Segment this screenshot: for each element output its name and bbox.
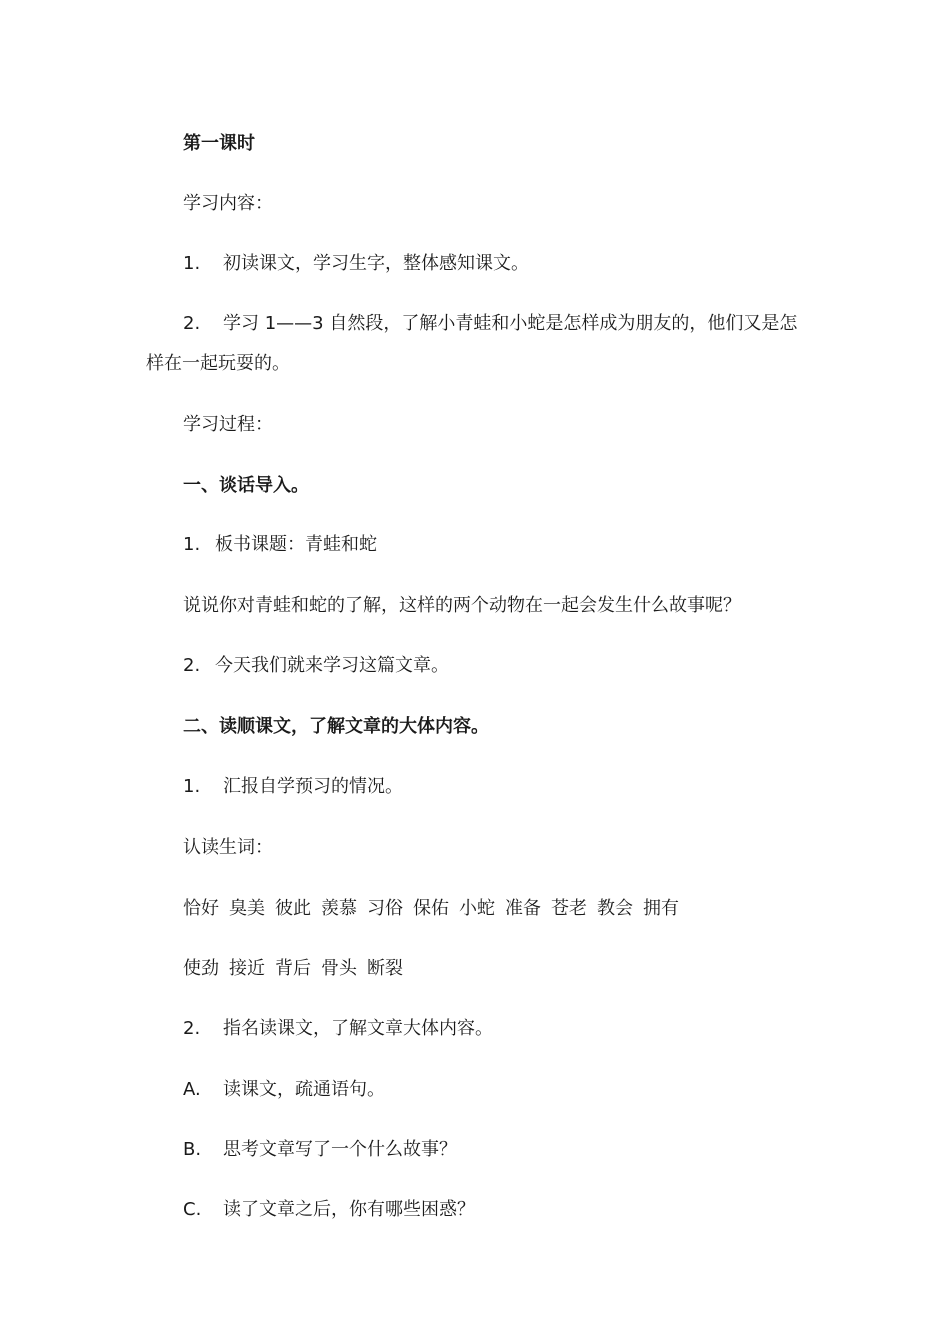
content-heading: 学习内容： xyxy=(183,193,273,214)
vocab-word: 教会 xyxy=(597,898,633,919)
vocab-word: 准备 xyxy=(505,898,541,919)
sub-item-a xyxy=(183,1078,385,1102)
lesson-title: 第一课时 xyxy=(183,133,255,154)
list-label: B. xyxy=(183,1139,202,1160)
section-1-question: 说说你对青蛙和蛇的了解，这样的两个动物在一起会发生什么故事呢？ xyxy=(183,595,741,616)
list-number: 2. xyxy=(183,655,201,676)
vocab-word: 羡慕 xyxy=(321,898,357,919)
list-text: 学习 1——3 自然段，了解小青蛙和小蛇是怎样成为朋友的，他们又是怎样在一起玩耍的。 xyxy=(146,313,798,374)
sub-item-b xyxy=(183,1138,457,1162)
vocab-word: 使劲 xyxy=(183,958,219,979)
section-1-heading: 一、谈话导入。 xyxy=(183,475,309,496)
list-number: 1. xyxy=(183,534,201,555)
list-number: 2. xyxy=(183,1018,201,1039)
list-text: 读了文章之后，你有哪些困惑？ xyxy=(223,1199,475,1220)
list-number: 1. xyxy=(183,253,201,274)
vocab-word: 保佑 xyxy=(413,898,449,919)
list-text: 初读课文，学习生字，整体感知课文。 xyxy=(223,253,529,274)
list-label: C. xyxy=(183,1199,202,1220)
section-2-item-2 xyxy=(183,1017,493,1041)
list-text: 今天我们就来学习这篇文章。 xyxy=(215,655,449,676)
vocab-word: 恰好 xyxy=(183,898,219,919)
vocab-word: 背后 xyxy=(275,958,311,979)
content-item-2 xyxy=(146,304,806,384)
vocab-word: 苍老 xyxy=(551,898,587,919)
list-label: A. xyxy=(183,1079,201,1100)
list-number: 2. xyxy=(183,313,201,334)
vocab-word: 彼此 xyxy=(275,898,311,919)
vocab-label: 认读生词： xyxy=(183,837,273,858)
list-text: 思考文章写了一个什么故事？ xyxy=(223,1139,457,1160)
vocab-line-2 xyxy=(183,957,413,981)
section-1-item-2 xyxy=(183,654,449,678)
vocab-word: 骨头 xyxy=(321,958,357,979)
list-text: 指名读课文，了解文章大体内容。 xyxy=(223,1018,493,1039)
section-2-item-1 xyxy=(183,775,403,799)
vocab-word: 接近 xyxy=(229,958,265,979)
list-text: 汇报自学预习的情况。 xyxy=(223,776,403,797)
section-1-item-1 xyxy=(183,533,377,557)
vocab-word: 臭美 xyxy=(229,898,265,919)
section-2-heading: 二、读顺课文，了解文章的大体内容。 xyxy=(183,716,489,737)
vocab-word: 小蛇 xyxy=(459,898,495,919)
list-text: 板书课题：青蛙和蛇 xyxy=(215,534,377,555)
list-text: 读课文，疏通语句。 xyxy=(223,1079,385,1100)
sub-item-c xyxy=(183,1198,475,1222)
vocab-line-1 xyxy=(183,897,689,921)
vocab-word: 习俗 xyxy=(367,898,403,919)
list-number: 1. xyxy=(183,776,201,797)
vocab-word: 断裂 xyxy=(367,958,403,979)
vocab-word: 拥有 xyxy=(643,898,679,919)
process-heading: 学习过程： xyxy=(183,414,273,435)
content-item-1 xyxy=(183,252,529,276)
